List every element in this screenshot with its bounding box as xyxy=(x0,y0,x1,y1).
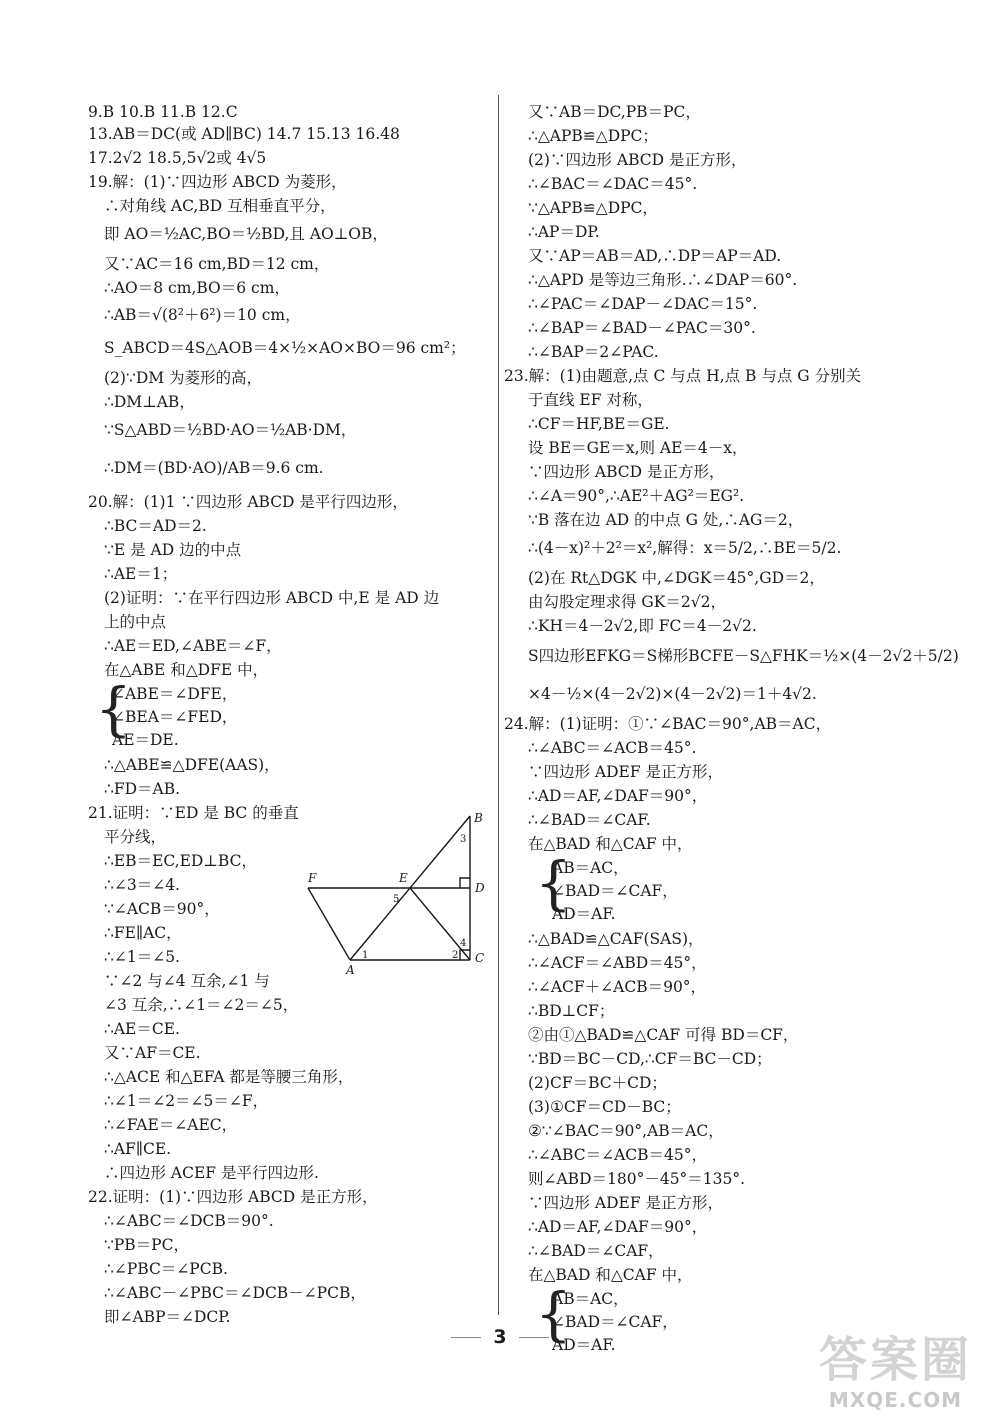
text-line: 20.解：(1)1 ∵四边形 ABCD 是平行四边形， xyxy=(88,493,408,511)
text-line: 上的中点 xyxy=(104,613,167,631)
text-line: ∴∠ACF＝∠ABD＝45°， xyxy=(528,954,707,972)
text-line: ∵E 是 AD 边的中点 xyxy=(104,541,242,559)
label-b: B xyxy=(474,811,483,825)
angle-2: 2 xyxy=(452,950,459,961)
text-line: ∴CF＝HF,BE＝GE. xyxy=(528,415,670,433)
text-line: 在△BAD 和△CAF 中， xyxy=(528,1266,693,1284)
text-line: ∴AE＝CE. xyxy=(104,1020,180,1038)
text-line: 即∠ABP＝∠DCP. xyxy=(104,1308,231,1326)
text-line: ∴AF∥CE. xyxy=(104,1140,172,1158)
text-line: ∴∠ABC＝∠DCB＝90°. xyxy=(104,1212,274,1230)
text-line: ∵四边形 ADEF 是正方形， xyxy=(528,763,724,781)
text-line: ∴EB＝EC,ED⊥BC， xyxy=(104,852,257,870)
text-line: ∴∠PBC＝∠PCB. xyxy=(104,1260,228,1278)
text-line: ∵△APB≌△DPC， xyxy=(528,199,658,217)
text-line: ∴BC＝AD＝2. xyxy=(104,517,207,535)
text-line: ∴∠ABC－∠PBC＝∠DCB－∠PCB， xyxy=(104,1284,366,1302)
text-line: ∴∠PAC＝∠DAP－∠DAC＝15°. xyxy=(528,295,758,313)
text-line: ∴四边形 ACEF 是平行四边形. xyxy=(104,1164,319,1182)
text-line: ∴AD＝AF,∠DAF＝90°， xyxy=(528,787,708,805)
text-line: ∠ABE＝∠DFE， xyxy=(112,685,238,703)
text-line: AB＝AC， xyxy=(552,859,629,877)
text-line: ∵∠2 与∠4 互余,∠1 与 xyxy=(104,972,270,990)
angle-4: 4 xyxy=(460,938,467,949)
right-brace-q24b: { xyxy=(535,1280,572,1348)
text-line: ∴△ACE 和△EFA 都是等腰三角形， xyxy=(104,1068,354,1086)
text-line: ∴△BAD≌△CAF(SAS)， xyxy=(528,930,704,948)
geometry-figure xyxy=(300,810,500,980)
text-line: 23.解：(1)由题意,点 C 与点 H,点 B 与点 G 分别关 xyxy=(504,367,862,385)
text-line: ∵PB＝PC， xyxy=(104,1236,189,1254)
angle-3: 3 xyxy=(460,834,467,845)
text-line: ∴KH＝4－2√2,即 FC＝4－2√2. xyxy=(528,617,757,635)
label-c: C xyxy=(475,951,485,965)
text-line: 于直线 EF 对称， xyxy=(528,391,653,409)
label-d: D xyxy=(475,881,485,895)
label-e: E xyxy=(399,871,408,885)
text-line: 又∵AP＝AB＝AD,∴DP＝AP＝AD. xyxy=(528,247,782,265)
text-line: ∴∠BAD＝∠CAF. xyxy=(528,811,651,829)
text-line: 9.B 10.B 11.B 12.C xyxy=(88,103,238,121)
text-line: ∠BAD＝∠CAF， xyxy=(552,882,678,900)
text-line: (2)在 Rt△DGK 中,∠DGK＝45°,GD＝2， xyxy=(528,569,825,587)
text-line: 19.解：(1)∵四边形 ABCD 为菱形， xyxy=(88,173,347,191)
column-divider xyxy=(498,95,499,1315)
text-line: ∴对角线 AC,BD 互相垂直平分， xyxy=(104,197,336,215)
text-line: ∴∠BAC＝∠DAC＝45°. xyxy=(528,175,698,193)
text-line: ∴DM⊥AB， xyxy=(104,393,195,411)
text-line: ∴AE＝1； xyxy=(104,565,178,583)
text-line: ∵∠ACB＝90°， xyxy=(104,900,220,918)
text-line: AD＝AF. xyxy=(552,1336,616,1354)
text-line: 即 AO＝½AC,BO＝½BD,且 AO⊥OB， xyxy=(104,225,388,243)
text-line: ∴DM＝(BD·AO)/AB＝9.6 cm. xyxy=(104,459,324,477)
text-line: ∴AE＝ED,∠ABE＝∠F， xyxy=(104,637,282,655)
text-line: S_ABCD＝4S△AOB＝4×½×AO×BO＝96 cm²； xyxy=(104,339,466,357)
segment-fa xyxy=(308,888,350,960)
text-line: ∴∠ACF＋∠ACB＝90°， xyxy=(528,978,707,996)
angle-1: 1 xyxy=(362,950,369,961)
right-angle-mark-d xyxy=(460,878,470,888)
label-f: F xyxy=(308,871,317,885)
watermark xyxy=(819,1332,972,1412)
watermark-logo-text: 答案圈 xyxy=(818,1332,972,1388)
text-line: ∴AP＝DP. xyxy=(528,223,600,241)
text-line: AB＝AC， xyxy=(552,1290,629,1308)
page-number-text: 3 xyxy=(493,1326,507,1348)
text-line: (3)①CF＝CD－BC； xyxy=(528,1098,681,1116)
text-line: 在△BAD 和△CAF 中， xyxy=(528,835,693,853)
page-number-dash-left xyxy=(451,1337,481,1338)
text-line: ∴△APB≌△DPC； xyxy=(528,127,658,145)
text-line: ∴FE∥AC， xyxy=(104,924,182,942)
text-line: 又∵AC＝16 cm,BD＝12 cm， xyxy=(104,255,330,273)
text-line: 22.证明：(1)∵四边形 ABCD 是正方形， xyxy=(88,1188,378,1206)
text-line: ∠BAD＝∠CAF， xyxy=(552,1313,678,1331)
text-line: ∵四边形 ABCD 是正方形， xyxy=(528,463,725,481)
text-line: (2)证明：∵在平行四边形 ABCD 中,E 是 AD 边 xyxy=(104,589,440,607)
text-line: ∵四边形 ADEF 是正方形， xyxy=(528,1194,724,1212)
text-line: ∴∠1＝∠5. xyxy=(104,948,180,966)
text-line: ∴BD⊥CF； xyxy=(528,1002,615,1020)
label-a: A xyxy=(346,963,355,977)
text-line: 在△ABE 和△DFE 中， xyxy=(104,661,269,679)
text-line: 又∵AB＝DC,PB＝PC， xyxy=(528,103,701,121)
text-line: AD＝AF. xyxy=(552,905,616,923)
text-line: 13.AB＝DC(或 AD∥BC) 14.7 15.13 16.48 xyxy=(88,125,400,143)
text-line: ∴(4－x)²＋2²＝x²,解得：x＝5/2,∴BE＝5/2. xyxy=(528,539,842,557)
text-line: S四边形EFKG＝S梯形BCFE－S△FHK＝½×(4－2√2＋5/2) xyxy=(528,647,959,665)
text-line: ∴AD＝AF,∠DAF＝90°， xyxy=(528,1218,708,1236)
text-line: ∠BEA＝∠FED， xyxy=(112,708,238,726)
text-line: ∴∠BAP＝∠BAD－∠PAC＝30°. xyxy=(528,319,756,337)
text-line: ∴∠FAE＝∠AEC， xyxy=(104,1116,238,1134)
angle-5: 5 xyxy=(393,894,400,905)
text-line: ∴AO＝8 cm,BO＝6 cm， xyxy=(104,279,290,297)
text-line: ∴∠BAD＝∠CAF， xyxy=(528,1242,664,1260)
watermark-url: MXQE.COM xyxy=(828,1388,963,1412)
text-line: ∴△ABE≌△DFE(AAS)， xyxy=(104,756,280,774)
text-line: ∠3 互余,∴∠1＝∠2＝∠5， xyxy=(104,996,299,1014)
text-line: (2)CF＝BC＋CD； xyxy=(528,1074,667,1092)
text-line: 设 BE＝GE＝x,则 AE＝4－x， xyxy=(528,439,748,457)
text-line: ×4－½×(4－2√2)×(4－2√2)＝1＋4√2. xyxy=(528,685,817,703)
text-line: ∴∠ABC＝∠ACB＝45°. xyxy=(528,739,697,757)
text-line: ②∵∠BAC＝90°,AB＝AC， xyxy=(528,1122,724,1140)
text-line: ∴△APD 是等边三角形.∴∠DAP＝60°. xyxy=(528,271,798,289)
text-line: ∴AB＝√(8²＋6²)＝10 cm， xyxy=(104,306,301,324)
text-line: ∴FD＝AB. xyxy=(104,780,181,798)
text-line: 17.2√2 18.5,5√2或 4√5 xyxy=(88,149,267,167)
text-line: (2)∵四边形 ABCD 是正方形， xyxy=(528,151,747,169)
text-line: 24.解：(1)证明：①∵∠BAC＝90°,AB＝AC， xyxy=(504,715,832,733)
text-line: ②由①△BAD≌△CAF 可得 BD＝CF， xyxy=(528,1026,799,1044)
text-line: ∵S△ABD＝½BD·AO＝½AB·DM， xyxy=(104,421,357,439)
right-brace-q24a: { xyxy=(535,849,572,917)
text-line: AE＝DE. xyxy=(112,731,179,749)
text-line: 平分线， xyxy=(104,828,167,846)
text-line: 又∵AF＝CE. xyxy=(104,1044,201,1062)
page-number-dash-right xyxy=(519,1337,549,1338)
text-line: (2)∵DM 为菱形的高， xyxy=(104,369,263,387)
text-line: ∴∠3＝∠4. xyxy=(104,876,180,894)
text-line: ∵B 落在边 AD 的中点 G 处,∴AG＝2， xyxy=(528,511,804,529)
text-line: 21.证明：∵ED 是 BC 的垂直 xyxy=(88,804,299,822)
text-line: ∴∠BAP＝2∠PAC. xyxy=(528,343,659,361)
text-line: ∴∠ABC＝∠ACB＝45°， xyxy=(528,1146,707,1164)
text-line: 则∠ABD＝180°－45°＝135°. xyxy=(528,1170,746,1188)
text-line: ∵BD＝BC－CD,∴CF＝BC－CD； xyxy=(528,1050,772,1068)
left-brace-q20: { xyxy=(95,675,132,743)
text-line: ∴∠A＝90°,∴AE²＋AG²＝EG². xyxy=(528,487,745,505)
text-line: ∴∠1＝∠2＝∠5＝∠F， xyxy=(104,1092,269,1110)
segment-ec xyxy=(410,888,470,960)
text-line: 由勾股定理求得 GK＝2√2， xyxy=(528,593,726,611)
